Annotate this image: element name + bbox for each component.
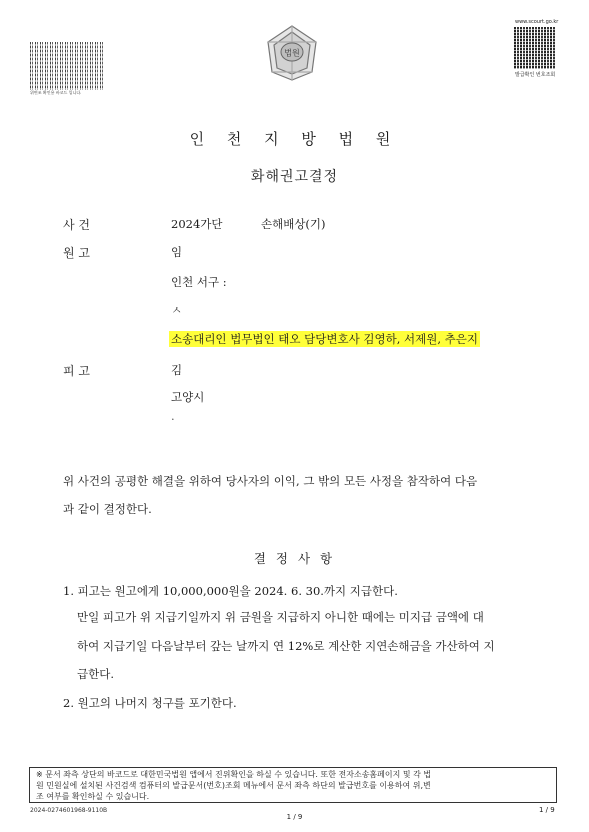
- document-title: 화해권고결정: [250, 169, 339, 185]
- court-url: www.scourt.go.kr: [515, 19, 559, 25]
- defendant-label: 피 고: [63, 364, 90, 378]
- defendant-address-line2: ·: [171, 412, 175, 426]
- decision-item-2: 2. 원고의 나머지 청구를 포기한다.: [63, 696, 237, 710]
- decision-item-1-line-2: 만일 피고가 위 지급기일까지 위 금원을 지급하지 아니한 때에는 미지급 금액에 대: [77, 610, 484, 624]
- case-name: 손해배상(기): [261, 217, 326, 231]
- court-name: 인 천 지 방 법 원: [189, 130, 400, 148]
- intro-line-2: 과 같이 결정한다.: [63, 502, 152, 516]
- barcode-caption: 위변조 확인용 바코드 입니다.: [30, 90, 82, 95]
- plaintiff-address-line1: 인천 서구 :: [171, 275, 227, 289]
- plaintiff-counsel: [169, 331, 480, 347]
- decision-item-1-line-4: 급한다.: [77, 667, 114, 681]
- issue-number: 2024-0274601968-9110B: [30, 807, 108, 814]
- case-label: 사 건: [63, 218, 90, 232]
- notice-line-3: 조 여부를 확인하실 수 있습니다.: [36, 792, 150, 801]
- verification-notice: [29, 767, 557, 803]
- notice-line-2: 원 민원실에 설치된 사건검색 컴퓨터의 발급문서(번호)조회 메뉴에서 문서 좌측 하단의 발급번호를 이용하여 위,변: [36, 781, 431, 790]
- plaintiff-name: 임: [171, 245, 183, 259]
- defendant-name: 김: [171, 363, 183, 377]
- defendant-address-line1: 고양시: [171, 390, 205, 404]
- notice-line-1: ※ 문서 좌측 상단의 바코드로 대한민국법원 앱에서 진위확인을 하실 수 있습니다. 또한 전자소송홈페이지 및 각 법: [36, 770, 432, 779]
- issue-qr-code: [514, 27, 556, 69]
- decision-item-1-line-1: 1. 피고는 원고에게 10,000,000원을 2024. 6. 30.까지 지급한다.: [63, 584, 398, 598]
- plaintiff-label: 원 고: [63, 246, 90, 260]
- page-number-right: 1 / 9: [539, 806, 555, 814]
- court-emblem-icon: [262, 22, 322, 84]
- intro-line-1: 위 사건의 공평한 해결을 위하여 당사자의 이익, 그 밖의 모든 사정을 참작하여 다음: [63, 474, 478, 488]
- plaintiff-address-line2: ㅅ: [171, 303, 183, 317]
- decision-item-1-line-3: 하여 지급기일 다음날부터 갚는 날까지 연 12%로 계산한 지연손해금을 가산하여 지: [77, 639, 495, 653]
- verification-barcode: [30, 42, 105, 90]
- page-number-center: 1 / 9: [286, 813, 303, 821]
- emblem-text: 법원: [284, 48, 300, 58]
- plaintiff-counsel-text: 소송대리인 법무법인 태오 담당변호사 김영하, 서제원, 추은지: [171, 332, 478, 346]
- qr-caption: 발급확인 번호조회: [515, 72, 556, 78]
- decision-heading: 결 정 사 항: [253, 551, 336, 566]
- case-number: 2024가단: [171, 217, 223, 231]
